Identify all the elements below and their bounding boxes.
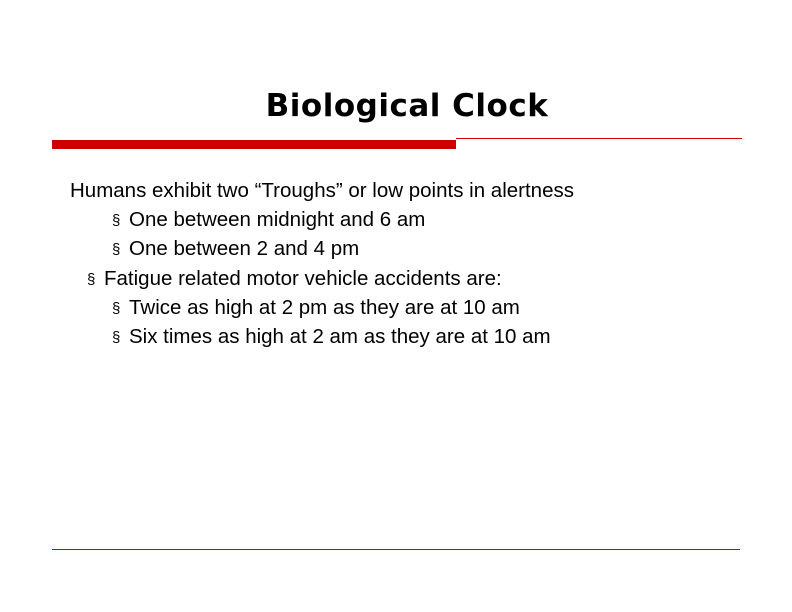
body-line xyxy=(70,322,574,351)
bullet-icon: § xyxy=(112,299,121,317)
bullet-icon: § xyxy=(112,212,121,230)
body-line-text: Twice as high at 2 pm as they are at 10 am xyxy=(129,295,520,319)
body-line xyxy=(70,234,574,263)
title-underline-thin xyxy=(456,138,742,139)
body-line-text: Fatigue related motor vehicle accidents are: xyxy=(104,266,502,290)
footer-rule xyxy=(52,549,740,550)
body-line-text: Humans exhibit two “Troughs” or low points in alertness xyxy=(70,179,574,202)
body-line-text: One between midnight and 6 am xyxy=(129,208,426,232)
bullet-icon: § xyxy=(87,270,96,288)
slide-body xyxy=(70,176,574,351)
body-line-text: Six times as high at 2 am as they are at 10 am xyxy=(129,324,551,348)
body-line xyxy=(70,264,574,293)
body-line xyxy=(70,293,574,322)
body-line xyxy=(70,176,574,205)
slide-title: Biological Clock xyxy=(265,88,549,124)
title-underline-thick xyxy=(52,140,456,149)
body-line xyxy=(70,205,574,234)
body-line-text: One between 2 and 4 pm xyxy=(129,237,360,261)
bullet-icon: § xyxy=(112,241,121,259)
bullet-icon: § xyxy=(112,328,121,346)
